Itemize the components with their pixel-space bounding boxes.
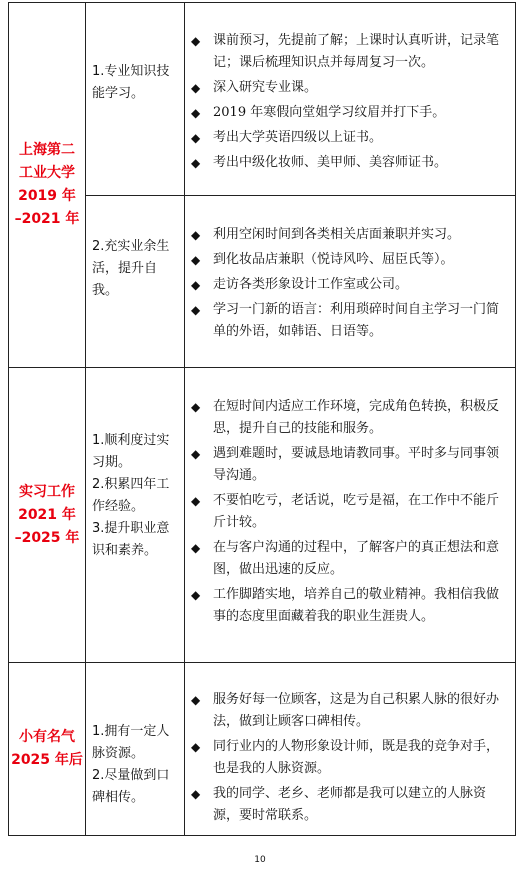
stage-cell [9, 368, 86, 663]
goal-cell [86, 3, 185, 196]
stage-line: 上海第二 [19, 142, 75, 158]
action-item: ◆ 服务好每一位顾客，这是为自己积累人脉的很好办法，做到让顾客口碑相传。 [189, 689, 509, 733]
diamond-bullet-icon: ◆ [191, 400, 201, 414]
action-item: ◆ 利用空闲时间到各类相关店面兼职并实习。 [189, 224, 509, 246]
action-item: ◆ 考出中级化妆师、美甲师、美容师证书。 [189, 152, 509, 174]
action-item: ◆ 考出大学英语四级以上证书。 [189, 127, 509, 149]
goal-item: 1.顺利度过实习期。 [92, 433, 170, 470]
actions-cell [185, 3, 516, 196]
diamond-bullet-icon: ◆ [191, 693, 201, 707]
stage-cell [9, 663, 86, 836]
goal-item: 2.充实业余生活，提升自我。 [92, 239, 170, 298]
action-list [189, 396, 509, 628]
action-item: ◆ 学习一门新的语言：利用琐碎时间自主学习一门简单的外语，如韩语、日语等。 [189, 299, 509, 343]
action-item: ◆ 工作脚踏实地，培养自己的敬业精神。我相信我做事的态度里面藏着我的职业生涯贵人。 [189, 584, 509, 628]
table-row [9, 368, 516, 663]
diamond-bullet-icon: ◆ [191, 588, 201, 602]
stage-line: –2025 年 [14, 529, 80, 546]
goal-item: 1.专业知识技能学习。 [92, 64, 170, 101]
stage-line: 2021 年 [18, 506, 76, 523]
actions-cell [185, 368, 516, 663]
action-item: ◆ 遇到难题时，要诚恳地请教同事。平时多与同事领导沟通。 [189, 443, 509, 487]
stage-line: –2021 年 [14, 211, 80, 227]
action-item: ◆ 2019 年寒假向堂姐学习纹眉并打下手。 [189, 102, 509, 124]
stage-cell [9, 3, 86, 368]
diamond-bullet-icon: ◆ [191, 106, 201, 120]
goal-cell [86, 663, 185, 836]
action-item: ◆ 深入研究专业课。 [189, 77, 509, 99]
page-number: 10 [254, 855, 266, 865]
action-item: ◆ 在短时间内适应工作环境，完成角色转换，积极反思，提升自己的技能和服务。 [189, 396, 509, 440]
career-plan-body [9, 3, 516, 836]
diamond-bullet-icon: ◆ [191, 303, 201, 317]
stage-line: 2019 年 [18, 188, 76, 204]
diamond-bullet-icon: ◆ [191, 253, 201, 267]
stage-line: 2025 年后 [11, 752, 83, 768]
diamond-bullet-icon: ◆ [191, 278, 201, 292]
diamond-bullet-icon: ◆ [191, 131, 201, 145]
action-item: ◆ 同行业内的人物形象设计师，既是我的竞争对手，也是我的人脉资源。 [189, 736, 509, 780]
action-item: ◆ 走访各类形象设计工作室或公司。 [189, 274, 509, 296]
stage-line: 实习工作 [19, 483, 75, 500]
career-plan-table [8, 2, 516, 836]
diamond-bullet-icon: ◆ [191, 541, 201, 555]
diamond-bullet-icon: ◆ [191, 787, 201, 801]
diamond-bullet-icon: ◆ [191, 740, 201, 754]
action-item: ◆ 我的同学、老乡、老师都是我可以建立的人脉资源，要时常联系。 [189, 783, 509, 827]
diamond-bullet-icon: ◆ [191, 447, 201, 461]
goal-cell [86, 196, 185, 368]
table-row [9, 3, 516, 196]
action-list [189, 224, 509, 343]
actions-cell [185, 196, 516, 368]
action-list [189, 30, 509, 174]
action-item: ◆ 在与客户沟通的过程中，了解客户的真正想法和意图，做出迅速的反应。 [189, 537, 509, 581]
action-item: ◆ 不要怕吃亏，老话说，吃亏是福，在工作中不能斤斤计较。 [189, 490, 509, 534]
table-row [9, 196, 516, 368]
action-item: ◆ 课前预习，先提前了解；上课时认真听讲，记录笔记；课后梳理知识点并每周复习一次。 [189, 30, 509, 74]
actions-cell [185, 663, 516, 836]
diamond-bullet-icon: ◆ [191, 228, 201, 242]
diamond-bullet-icon: ◆ [191, 156, 201, 170]
diamond-bullet-icon: ◆ [191, 494, 201, 508]
stage-line: 工业大学 [19, 165, 75, 181]
goal-cell [86, 368, 185, 663]
goal-item: 2.尽量做到口碑相传。 [92, 768, 170, 805]
diamond-bullet-icon: ◆ [191, 81, 201, 95]
stage-line: 小有名气 [19, 729, 75, 745]
goal-item: 1.拥有一定人脉资源。 [92, 724, 170, 761]
action-item: ◆ 到化妆品店兼职（悦诗风吟、屈臣氏等）。 [189, 249, 509, 271]
diamond-bullet-icon: ◆ [191, 34, 201, 48]
goal-item: 2.积累四年工作经验。 [92, 477, 170, 514]
goal-item: 3.提升职业意识和素养。 [92, 521, 170, 558]
action-list [189, 689, 509, 827]
table-row [9, 663, 516, 836]
